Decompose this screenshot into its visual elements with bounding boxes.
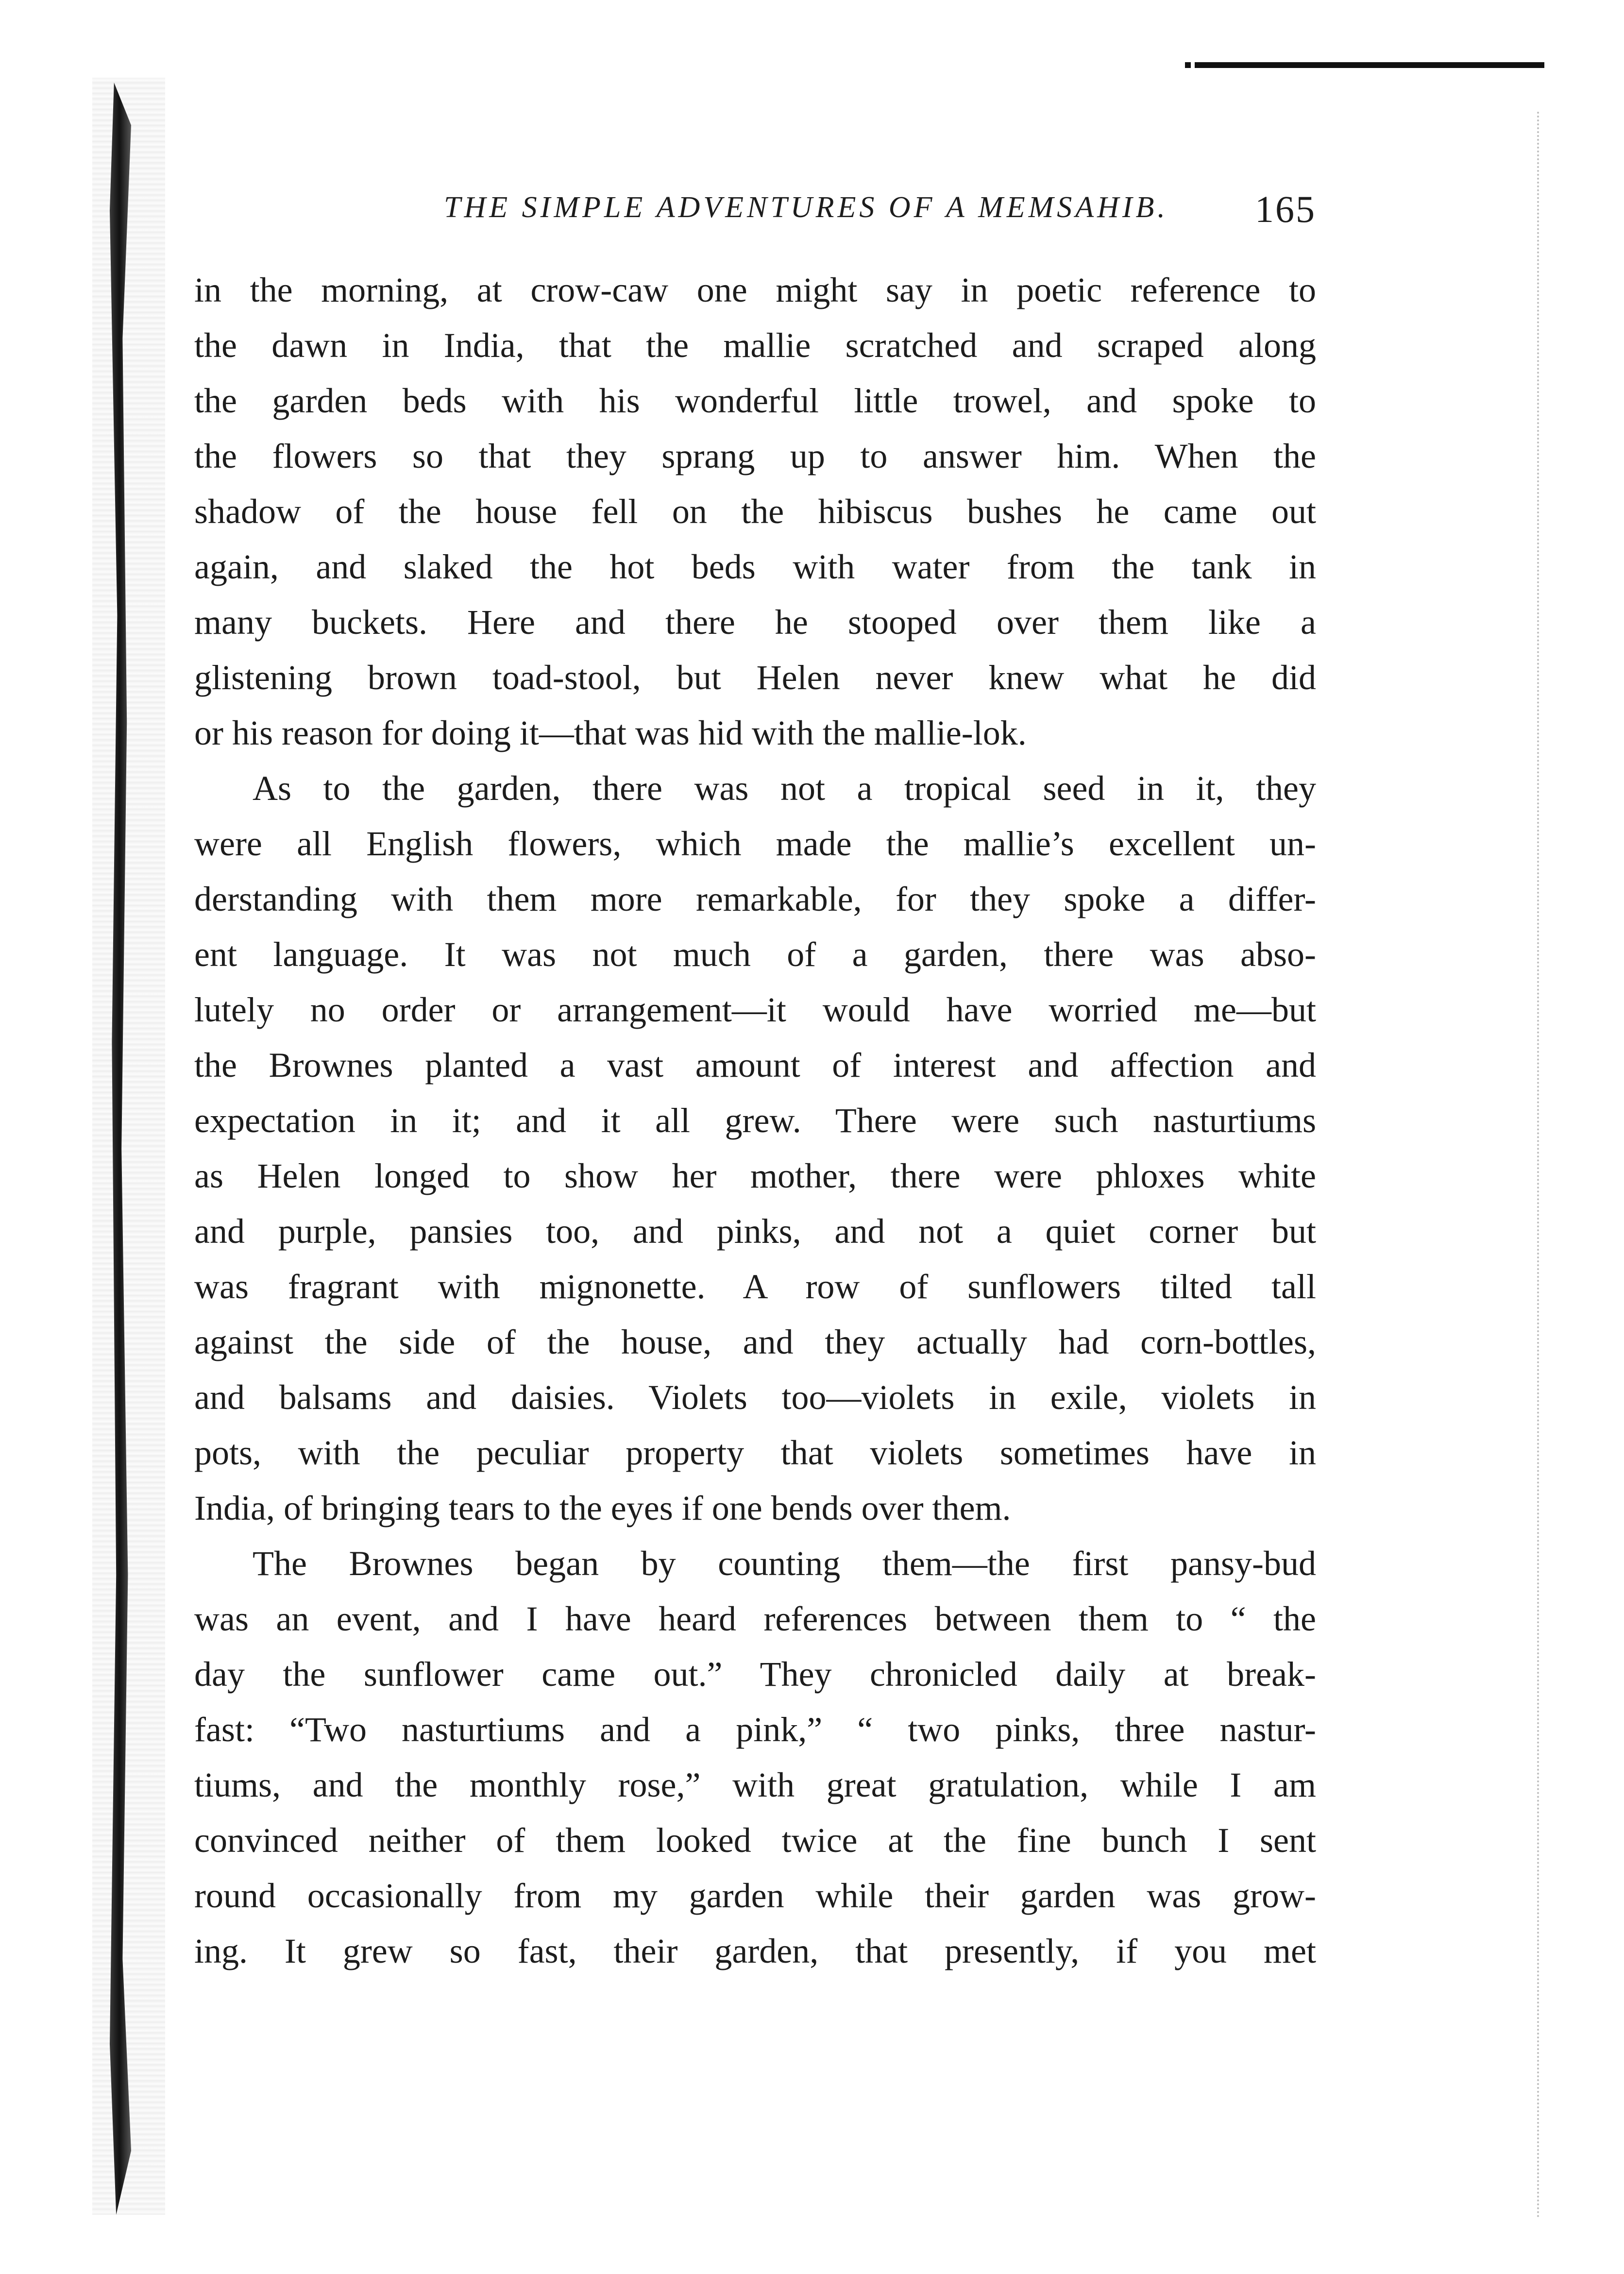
text-line: was fragrant with mignonette. A row of sunflowers tilted tall	[194, 1267, 1316, 1306]
text-line: against the side of the house, and they actually had corn-bottles,	[194, 1323, 1316, 1361]
text-line: ent language. It was not much of a garden, there was abso-	[194, 935, 1316, 974]
text-line: and balsams and daisies. Violets too—violets in exile, violets in	[194, 1378, 1316, 1417]
scan-rule	[1195, 62, 1544, 68]
text-line: The Brownes began by counting them—the first pansy-bud	[253, 1544, 1316, 1583]
text-line: round occasionally from my garden while their garden was grow-	[194, 1876, 1316, 1915]
text-line: the garden beds with his wonderful little trowel, and spoke to	[194, 381, 1316, 420]
page-edge	[1537, 112, 1543, 2220]
page-number: 165	[1255, 188, 1316, 230]
text-line: the Brownes planted a vast amount of interest and affection and	[194, 1046, 1316, 1085]
text-line: day the sunflower came out.” They chronicled daily at break-	[194, 1655, 1316, 1694]
text-line: lutely no order or arrangement—it would have worried me—but	[194, 990, 1316, 1029]
text-line: or his reason for doing it—that was hid with the mallie-lok.	[194, 713, 1027, 752]
text-line: tiums, and the monthly rose,” with great gratulation, while I am	[194, 1765, 1316, 1804]
text-line: convinced neither of them looked twice at the fine bunch I sent	[194, 1821, 1316, 1860]
text-line: expectation in it; and it all grew. There were such nasturtiums	[194, 1101, 1316, 1140]
text-line: glistening brown toad-stool, but Helen never knew what he did	[194, 658, 1316, 697]
text-line: ing. It grew so fast, their garden, that presently, if you met	[194, 1932, 1316, 1970]
text-line: in the morning, at crow-caw one might say in poetic reference to	[194, 271, 1316, 309]
text-line: derstanding with them more remarkable, for they spoke a differ-	[194, 880, 1316, 918]
text-line: the flowers so that they sprang up to answer him. When the	[194, 437, 1316, 475]
running-title: THE SIMPLE ADVENTURES OF A MEMSAHIB.	[444, 191, 1168, 224]
scan-mark	[1185, 62, 1191, 68]
text-line: were all English flowers, which made the mallie’s excellent un-	[194, 824, 1316, 863]
text-line: As to the garden, there was not a tropical seed in it, they	[253, 769, 1316, 808]
text-line: shadow of the house fell on the hibiscus bushes he came out	[194, 492, 1316, 531]
text-line: again, and slaked the hot beds with water from the tank in	[194, 547, 1316, 586]
text-line: India, of bringing tears to the eyes if one bends over them.	[194, 1489, 1011, 1527]
text-line: and purple, pansies too, and pinks, and not a quiet corner but	[194, 1212, 1316, 1251]
text-line: pots, with the peculiar property that violets sometimes have in	[194, 1433, 1316, 1472]
body-text	[194, 262, 1316, 1979]
binding-shadow	[92, 78, 165, 2215]
text-line: fast: “Two nasturtiums and a pink,” “ two pinks, three nastur-	[194, 1710, 1316, 1749]
text-line: as Helen longed to show her mother, there were phloxes white	[194, 1156, 1316, 1195]
text-line: was an event, and I have heard references between them to “ the	[194, 1599, 1316, 1638]
text-line: the dawn in India, that the mallie scratched and scraped along	[194, 326, 1316, 365]
text-line: many buckets. Here and there he stooped over them like a	[194, 603, 1316, 642]
